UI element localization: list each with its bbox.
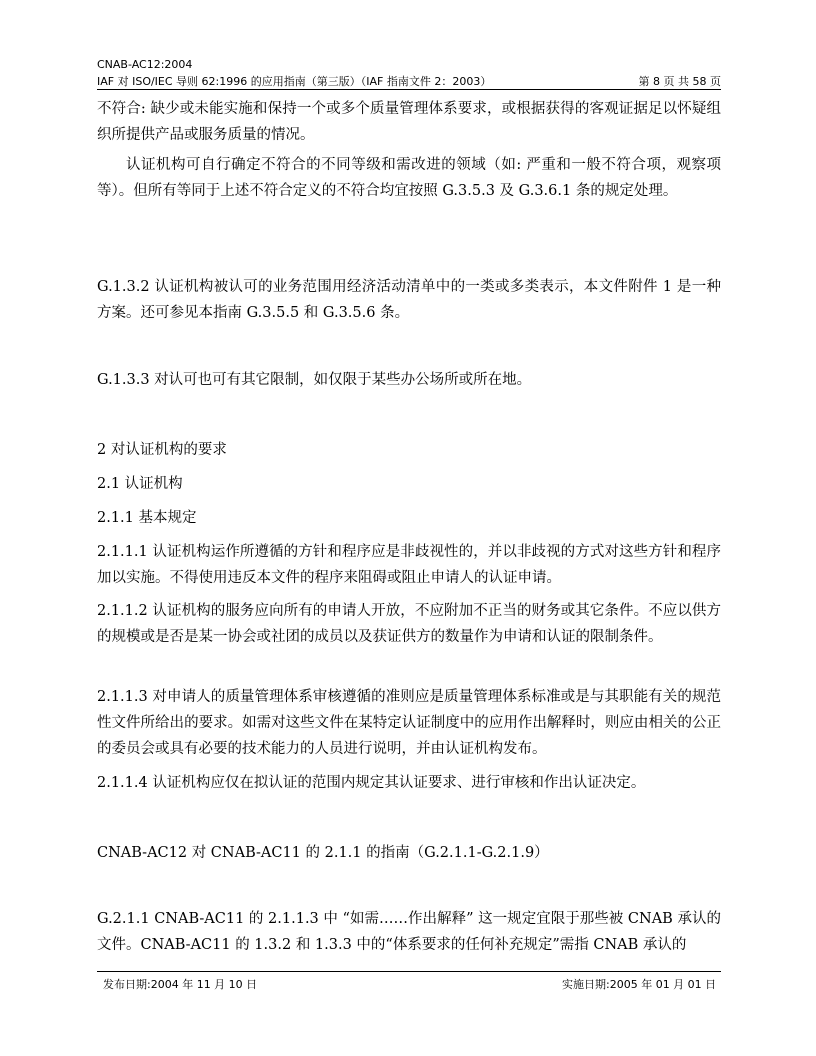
issue-date: 发布日期:2004 年 11 月 10 日 — [103, 978, 258, 991]
subsubsection-heading: 2.1.1 基本规定 — [97, 510, 197, 526]
effective-date: 实施日期:2005 年 01 月 01 日 — [562, 978, 717, 991]
nonconformity-definition: 不符合: 缺少或未能实施和保持一个或多个质量管理体系要求，或根据获得的客观证据足以怀疑组织所提供产品或服务质量的情况。 — [97, 101, 721, 143]
clause-g-1-3-2: G.1.3.2 认证机构被认可的业务范围用经济活动清单中的一类或多类表示，本文件附件 1 是一种方案。还可参见本指南 G.3.5.5 和 G.3.5.6 条。 — [97, 279, 721, 321]
guidance-heading: CNAB-AC12 对 CNAB-AC11 的 2.1.1 的指南（G.2.1.1-G.2.1.9） — [97, 845, 549, 861]
clause-2-1-1-1: 2.1.1.1 认证机构运作所遵循的方针和程序应是非歧视性的，并以非歧视的方式对这些方针和程序加以实施。不得使用违反本文件的程序来阻碍或阻止申请人的认证申请。 — [97, 544, 721, 586]
header-rule — [97, 89, 721, 90]
clause-g-1-3-3: G.1.3.3 对认可也可有其它限制，如仅限于某些办公场所或所在地。 — [97, 372, 532, 388]
running-header — [97, 73, 721, 89]
page-number: 第 8 页 共 58 页 — [638, 75, 721, 88]
paragraph: 认证机构可自行确定不符合的不同等级和需改进的领域（如: 严重和一般不符合项，观察项等）。但所有等同于上述不符合定义的不符合均宜按照 G.3.5.3 及 G.3.6.1 条的规定处理。 — [97, 157, 721, 199]
doc-code: CNAB-AC12:2004 — [97, 58, 193, 71]
doc-title: IAF 对 ISO/IEC 导则 62:1996 的应用指南（第三版）（IAF 指南文件 2：2003） — [97, 75, 492, 88]
subsection-heading: 2.1 认证机构 — [97, 476, 183, 492]
section-heading: 2 对认证机构的要求 — [97, 442, 227, 458]
clause-g-2-1-1: G.2.1.1 CNAB-AC11 的 2.1.1.3 中 “如需……作出解释” 这一规定宜限于那些被 CNAB 承认的文件。CNAB-AC11 的 1.3.2 和 1.3.3 中的“体系要求的任何补充规定”需指 CNAB 承认的 — [97, 911, 721, 953]
clause-2-1-1-2: 2.1.1.2 认证机构的服务应向所有的申请人开放，不应附加不正当的财务或其它条件。不应以供方的规模或是否是某一协会或社团的成员以及获证供方的数量作为申请和认证的限制条件。 — [97, 603, 721, 645]
footer-rule — [97, 971, 721, 972]
clause-2-1-1-3: 2.1.1.3 对申请人的质量管理体系审核遵循的准则应是质量管理体系标准或是与其职能有关的规范性文件所给出的要求。如需对这些文件在某特定认证制度中的应用作出解释时，则应由相关的公正的委员会或具有必要的技术能力的人员进行说明，并由认证机构发布。 — [97, 689, 721, 757]
clause-2-1-1-4: 2.1.1.4 认证机构应仅在拟认证的范围内规定其认证要求、进行审核和作出认证决定。 — [97, 775, 646, 791]
